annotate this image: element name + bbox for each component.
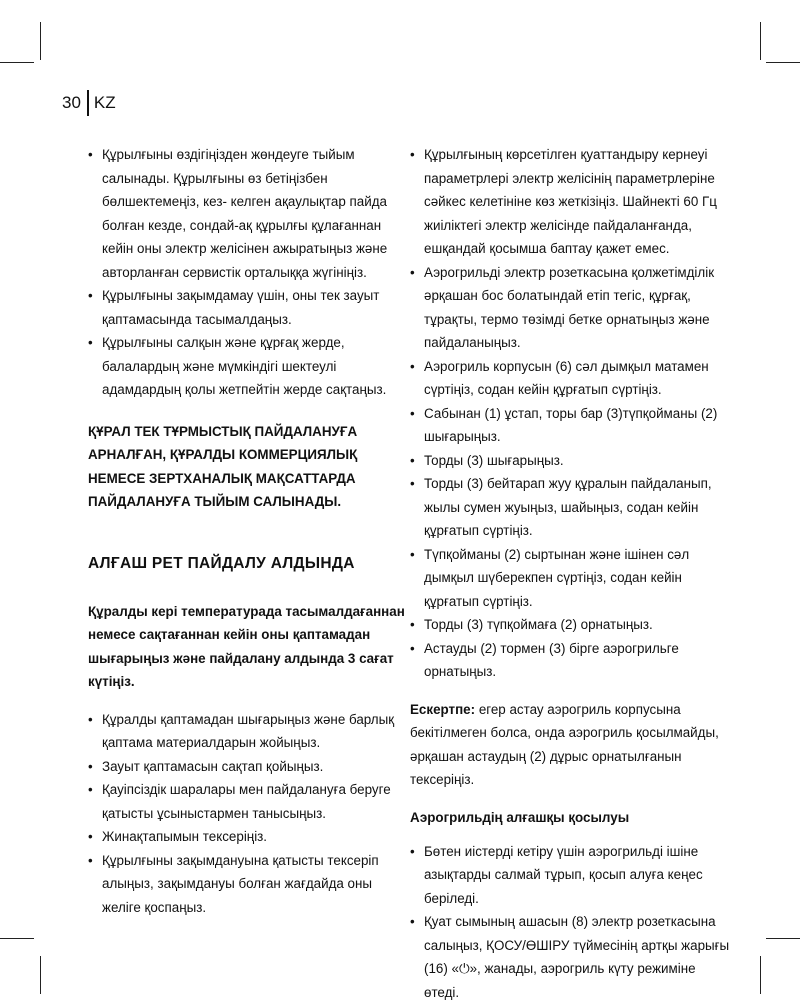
header-divider — [87, 90, 89, 116]
crop-mark — [0, 938, 34, 939]
bullet-list — [88, 708, 406, 920]
left-column — [88, 143, 406, 919]
crop-mark — [40, 22, 41, 60]
list-item: • Құрылғының көрсетілген қуаттандыру кернеуі параметрлері электр желісінің параметрлеріне сәйкес келетініне көз жеткізіңіз. Шайнекті 60 Гц жиіліктегі электр желісінде пайдаланғанда, ешқандай қосымша баптау қажет емес. — [410, 143, 732, 261]
right-column — [410, 143, 732, 1004]
note-label: Ескертпе: — [410, 702, 475, 717]
list-item: • Аэрогрильді электр розеткасына қолжетімділік әрқашан бос болатындай етіп тегіс, құрғақ, тұрақты, термо төзімді бетке орнатыңыз және пайдаланыңыз. — [410, 261, 732, 355]
list-item: • Торды (3) түпқоймаға (2) орнатыңыз. — [410, 613, 732, 637]
list-item: • Жинақтапымын тексеріңіз. — [88, 825, 406, 849]
bullet-list — [88, 143, 406, 402]
list-item: • Түпқойманы (2) сыртынан және ішінен сәл дымқыл шүберекпен сүртіңіз, содан кейін құрғатып сүртіңіз. — [410, 543, 732, 614]
bullet-list — [410, 143, 732, 684]
list-item: • Торды (3) бейтарап жуу құралын пайдаланып, жылы сумен жуыңыз, шайыңыз, содан кейін құрғатып сүртіңіз. — [410, 472, 732, 543]
list-item: • Құралды қаптамадан шығарыңыз және барлық қаптама материалдарын жойыңыз. — [88, 708, 406, 755]
page-number: 30 — [62, 93, 85, 113]
list-item: • Қауіпсіздік шаралары мен пайдалануға беруге қатысты ұсыныстармен танысыңыз. — [88, 778, 406, 825]
crop-mark — [40, 956, 41, 994]
list-item: • Құрылғыны өздігіңізден жөндеуге тыйым салынады. Құрылғыны өз бетіңізбен бөлшектемеңіз, кез- келген ақаулықтар пайда болған кезде, сондай-ақ құрылғы құлағаннан кейін оны электр желісінен ажыратыңыз және авторланған сервистік орталыққа жүгініңіз. — [88, 143, 406, 284]
bullet-list — [410, 840, 732, 1004]
section-title: АЛҒАШ РЕТ ПАЙДАЛУ АЛДЫНДА — [88, 554, 406, 574]
crop-mark — [766, 938, 800, 939]
crop-mark — [0, 62, 34, 63]
bold-paragraph: Құралды кері температурада тасымалдағаннан немесе сақтағаннан кейін оны қаптамадан шығарыңыз және пайдалану алдында 3 сағат күтіңіз. — [88, 600, 406, 694]
list-item: • Астауды (2) тормен (3) бірге аэрогрильге орнатыңыз. — [410, 637, 732, 684]
list-item: • Зауыт қаптамасын сақтап қойыңыз. — [88, 755, 406, 779]
list-item: • Құрылғыны зақымдануына қатысты тексеріп алыңыз, зақымдануы болған жағдайда оны желіге қоспаңыз. — [88, 849, 406, 920]
list-item: • Бөтен иістерді кетіру үшін аэрогрильді ішіне азықтарды салмай тұрып, қосып алуға кеңес беріледі. — [410, 840, 732, 911]
crop-mark — [760, 956, 761, 994]
language-code: KZ — [94, 93, 116, 113]
note-paragraph — [410, 698, 732, 792]
list-item: • Құрылғыны салқын және құрғақ жерде, балалардың және мүмкіндігі шектеулі адамдардың қолы жетпейтін жерде сақтаңыз. — [88, 331, 406, 402]
list-item: • Қуат сымының ашасын (8) электр розеткасына салыңыз, ҚОСУ/ӨШІРУ түймесінің артқы жарығы (16) «⏻», жанады, аэрогриль күту режиміне өтеді. — [410, 910, 732, 1004]
list-item: • Аэрогриль корпусын (6) сәл дымқыл матамен сүртіңіз, содан кейін құрғатып сүртіңіз. — [410, 355, 732, 402]
crop-mark — [760, 22, 761, 60]
crop-mark — [766, 62, 800, 63]
list-item: • Сабынан (1) ұстап, торы бар (3)түпқойманы (2) шығарыңыз. — [410, 402, 732, 449]
page-header — [62, 90, 116, 116]
list-item: • Құрылғыны зақымдамау үшін, оны тек зауыт қаптамасында тасымалдаңыз. — [88, 284, 406, 331]
usage-warning: ҚҰРАЛ ТЕК ТҰРМЫСТЫҚ ПАЙДАЛАНУҒА АРНАЛҒАН, ҚҰРАЛДЫ КОММЕРЦИЯЛЫҚ НЕМЕСЕ ЗЕРТХАНАЛЫҚ МАҚСАТТАРДА ПАЙДАЛАНУҒА ТЫЙЫМ САЛЫНАДЫ. — [88, 420, 406, 514]
note-text: егер астау аэрогриль корпусына бекітілмеген болса, онда аэрогриль қосылмайды, әрқашан астаудың (2) дұрыс орнатылғанын тексеріңіз. — [410, 702, 719, 788]
subsection-title: Аэрогрильдің алғашқы қосылуы — [410, 808, 732, 828]
list-item: • Торды (3) шығарыңыз. — [410, 449, 732, 473]
